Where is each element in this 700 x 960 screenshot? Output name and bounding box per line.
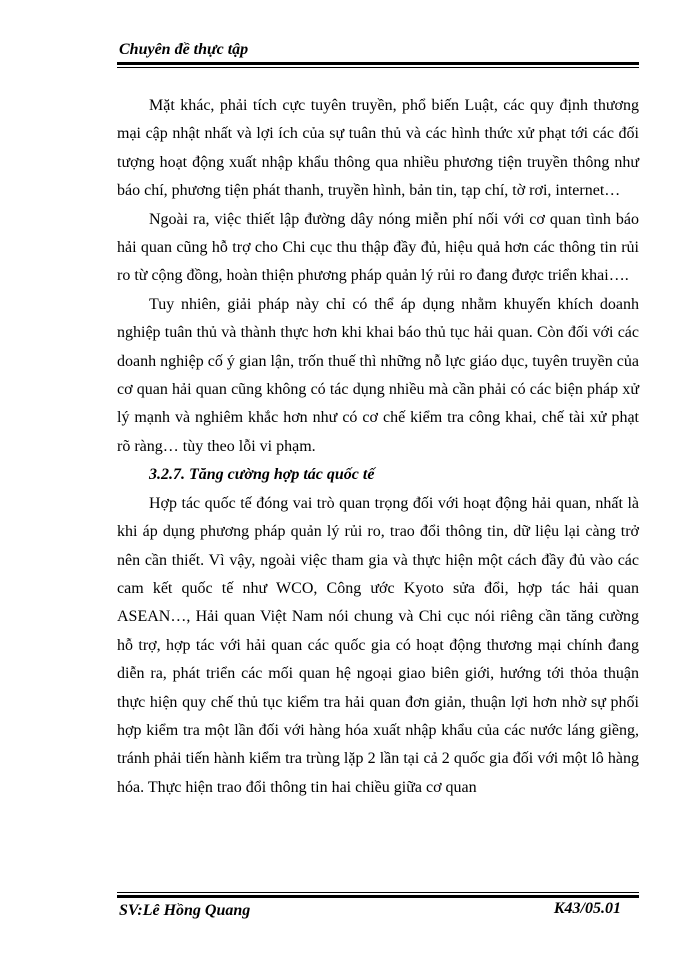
header-rule-thick (117, 62, 639, 65)
footer-class-code: K43/05.01 (553, 900, 621, 917)
section-heading: 3.2.7. Tăng cường hợp tác quốc tế (149, 466, 375, 484)
paragraph: Mặt khác, phải tích cực tuyên truyền, phổ biến Luật, các quy định thương mại cập nhật nhất và lợi ích của sự tuân thủ và các hình thức xử phạt tới các đối tượng hoạt động xuất nhập khẩu thông qua nhiều phương tiện truyền thông như báo chí, phương tiện phát thanh, truyền hình, bản tin, tạp chí, tờ rơi, internet… (117, 97, 639, 200)
footer-student-name: SV:Lê Hồng Quang (119, 902, 251, 919)
footer-rule-thick (117, 895, 639, 898)
paragraph: Tuy nhiên, giải pháp này chỉ có thể áp dụng nhằm khuyến khích doanh nghiệp tuân thủ và thành thực hơn khi khai báo thủ tục hải quan. Còn đối với các doanh nghiệp cố ý gian lận, trốn thuế thì những nỗ lực giáo dục, tuyên truyền của cơ quan hải quan cũng không có tác dụng nhiều mà cần phải có các biện pháp xử lý mạnh và nghiêm khắc hơn như có cơ chế kiểm tra công khai, chế tài xử phạt rõ ràng… tùy theo lỗi vi phạm. (117, 295, 639, 455)
paragraph: Ngoài ra, việc thiết lập đường dây nóng miễn phí nối với cơ quan tình báo hải quan cũng hỗ trợ cho Chi cục thu thập đầy đủ, hiệu quả hơn các thông tin rủi ro từ cộng đồng, hoàn thiện phương pháp quản lý rủi ro đang được triển khai…. (117, 210, 639, 285)
document-body (117, 92, 639, 802)
footer-rule-thin (117, 892, 639, 893)
page-header-title: Chuyên đề thực tập (119, 41, 249, 58)
header-rule-thin (117, 67, 639, 68)
paragraph: Hợp tác quốc tế đóng vai trò quan trọng đối với hoạt động hải quan, nhất là khi áp dụng phương pháp quản lý rủi ro, trao đổi thông tin, dữ liệu lại càng trở nên cần thiết. Vì vậy, ngoài việc tham gia và thực hiện một cách đầy đủ vào các cam kết quốc tế như WCO, Công ước Kyoto sửa đổi, hợp tác hải quan ASEAN…, Hải quan Việt Nam nói chung và Chi cục nói riêng cần tăng cường hỗ trợ, hợp tác với hải quan các quốc gia có hoạt động thương mại chính đang diễn ra, phát triển các mối quan hệ ngoại giao biên giới, hướng tới thỏa thuận thực hiện quy chế thủ tục kiểm tra hải quan đơn giản, thuận lợi hơn nhờ sự phối hợp kiểm tra một lần đối với hàng hóa xuất nhập khẩu của các nước láng giềng, tránh phải tiến hành kiểm tra trùng lặp 2 lần tại cả 2 quốc gia đối với một lô hàng hóa. Thực hiện trao đổi thông tin hai chiều giữa cơ quan (117, 494, 639, 796)
